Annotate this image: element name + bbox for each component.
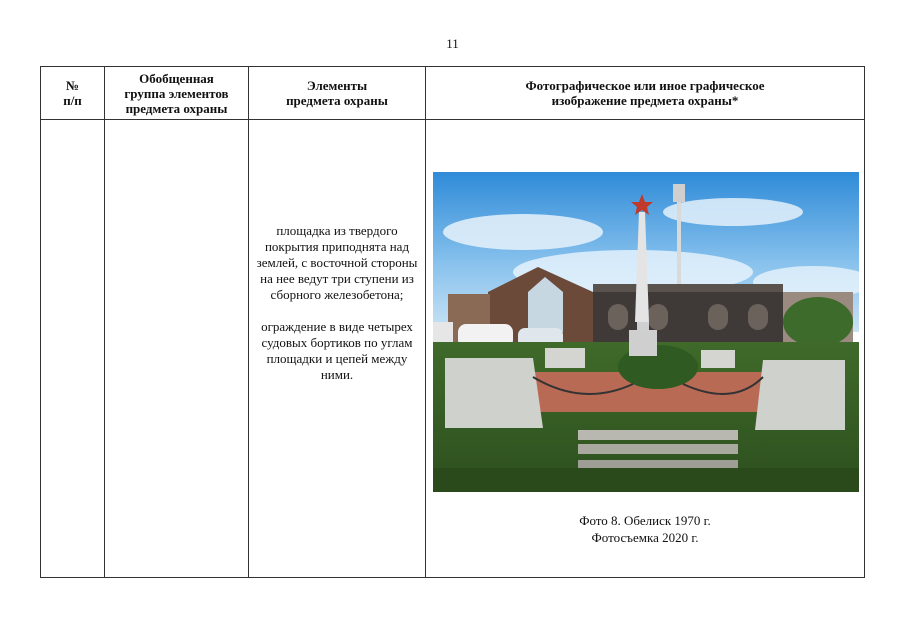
protection-table <box>40 66 865 578</box>
cell-elements <box>249 120 426 578</box>
cell-photo <box>426 120 865 578</box>
cell-group <box>105 120 249 578</box>
obelisk-photo <box>433 172 859 492</box>
header-image: Фотографическое или иное графическое изображение предмета охраны* <box>426 67 865 120</box>
photo-caption-title: Фото 8. Обелиск 1970 г. <box>579 513 711 528</box>
page-number: 11 <box>446 36 459 51</box>
cell-number <box>41 120 105 578</box>
photo-caption <box>426 512 864 546</box>
header-number: № п/п <box>41 67 105 120</box>
table-row <box>41 120 865 578</box>
table-header-row <box>41 67 865 120</box>
header-group: Обобщенная группа элементов предмета охраны <box>105 67 249 120</box>
element-description-fence: ограждение в виде четырех судовых бортиков по углам площадки и цепей между ними. <box>261 319 413 382</box>
element-description-platform: площадка из твердого покрытия приподнята над землей, с восточной стороны на нее ведут три ступени из сборного железобетона; <box>256 223 418 302</box>
header-elements: Элементы предмета охраны <box>249 67 426 120</box>
photo-caption-date: Фотосъемка 2020 г. <box>591 530 699 545</box>
